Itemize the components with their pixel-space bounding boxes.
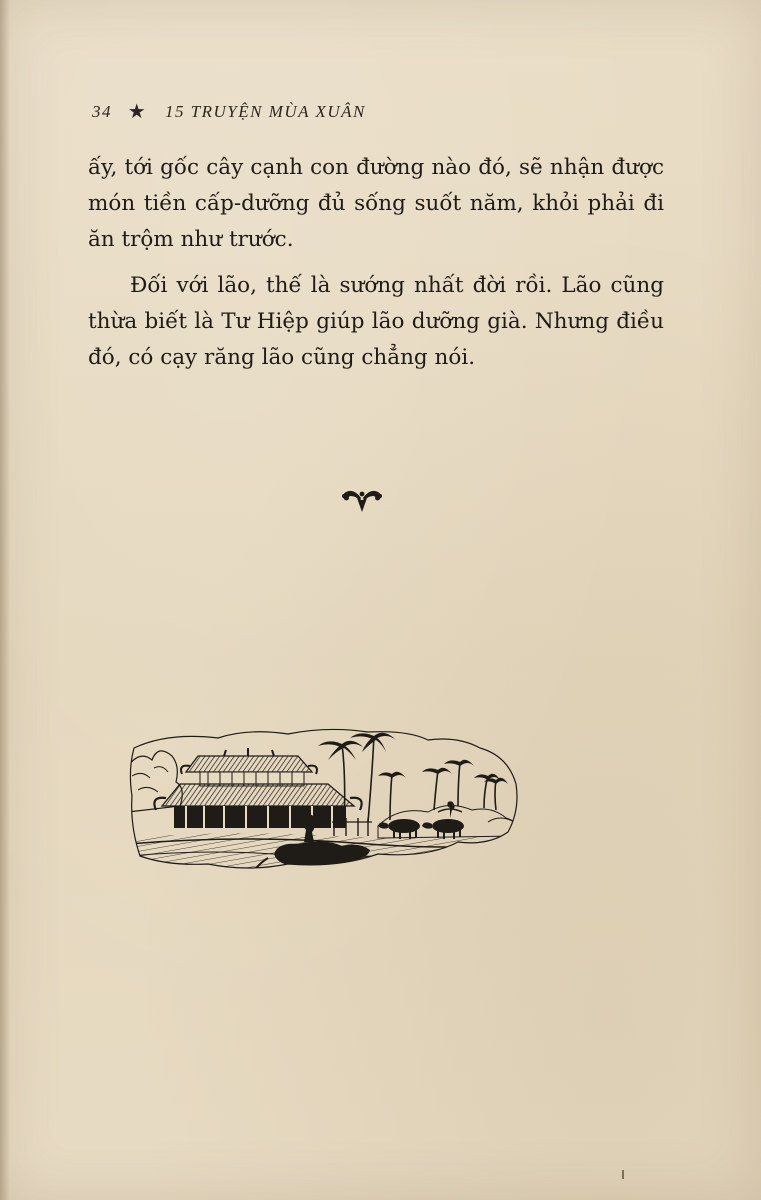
book-title: 15 TRUYỆN MÙA XUÂN: [164, 102, 366, 121]
page-number: 34: [92, 102, 112, 121]
running-header: [92, 98, 366, 123]
star-icon: ★: [127, 101, 148, 123]
page-edge-shadow: [0, 0, 10, 1200]
paragraph-1: ấy, tới gốc cây cạnh con đường nào đó, sẽ nhận được món tiền cấp-dưỡng đủ sống suốt năm, khỏi phải đi ăn trộm như trước.: [88, 155, 664, 252]
paper-speck: [622, 1170, 624, 1179]
fleuron-ornament-icon: [340, 484, 384, 514]
body-text: [88, 150, 664, 376]
village-illustration: [128, 726, 520, 876]
paragraph-2: Đối với lão, thế là sướng nhất đời rồi. Lão cũng thừa biết là Tư Hiệp giúp lão dưỡng già. Nhưng điều đó, có cạy răng lão cũng chẳng nói.: [88, 273, 664, 370]
